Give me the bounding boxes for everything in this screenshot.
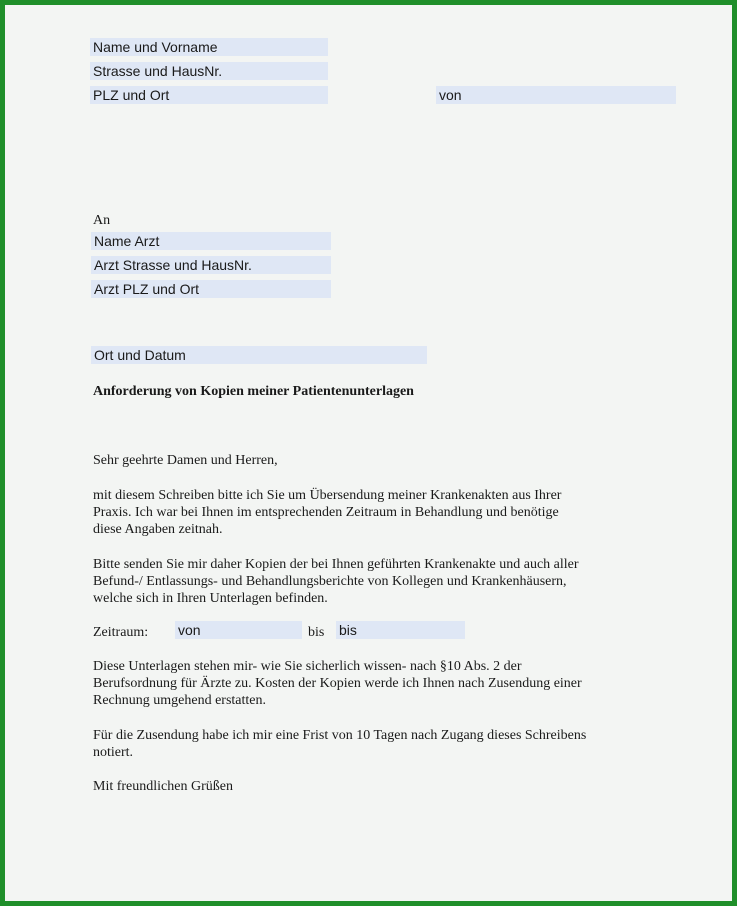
recipient-city-field[interactable]: Arzt PLZ und Ort (91, 280, 331, 298)
closing: Mit freundlichen Grüßen (93, 779, 233, 794)
paragraph-3-line-3: Rechnung umgehend erstatten. (93, 693, 267, 708)
paragraph-3-line-2: Berufsordnung für Ärzte zu. Kosten der Kopien werde ich Ihnen nach Zusendung einer (93, 676, 582, 691)
sender-street-field[interactable]: Strasse und HausNr. (90, 62, 328, 80)
paragraph-1-line-3: diese Angaben zeitnah. (93, 522, 223, 537)
to-label: An (93, 213, 111, 228)
recipient-name-field[interactable]: Name Arzt (91, 232, 331, 250)
letter-page (5, 5, 732, 901)
sender-name-field[interactable]: Name und Vorname (90, 38, 328, 56)
salutation: Sehr geehrte Damen und Herren, (93, 453, 278, 468)
paragraph-2-line-3: welche sich in Ihren Unterlagen befinden. (93, 591, 328, 606)
paragraph-3-line-1: Diese Unterlagen stehen mir- wie Sie sicherlich wissen- nach §10 Abs. 2 der (93, 659, 522, 674)
paragraph-2-line-1: Bitte senden Sie mir daher Kopien der bei Ihnen geführten Krankenakte und auch aller (93, 557, 579, 572)
sender-city-field[interactable]: PLZ und Ort (90, 86, 328, 104)
recipient-street-field[interactable]: Arzt Strasse und HausNr. (91, 256, 331, 274)
paragraph-4-line-2: notiert. (93, 745, 134, 760)
subject-line: Anforderung von Kopien meiner Patientenunterlagen (93, 384, 414, 399)
period-to-word: bis (308, 625, 325, 640)
paragraph-1-line-2: Praxis. Ich war bei Ihnen im entsprechenden Zeitraum in Behandlung und benötige (93, 505, 559, 520)
period-from-field[interactable]: von (175, 621, 302, 639)
paragraph-4-line-1: Für die Zusendung habe ich mir eine Frist von 10 Tagen nach Zugang dieses Schreibens (93, 728, 587, 743)
paragraph-2-line-2: Befund-/ Entlassungs- und Behandlungsberichte von Kollegen und Krankenhäusern, (93, 574, 567, 589)
sender-from-field[interactable]: von (436, 86, 676, 104)
period-label: Zeitraum: (93, 625, 149, 640)
place-date-field[interactable]: Ort und Datum (91, 346, 427, 364)
period-to-field[interactable]: bis (336, 621, 465, 639)
paragraph-1-line-1: mit diesem Schreiben bitte ich Sie um Übersendung meiner Krankenakten aus Ihrer (93, 488, 562, 503)
